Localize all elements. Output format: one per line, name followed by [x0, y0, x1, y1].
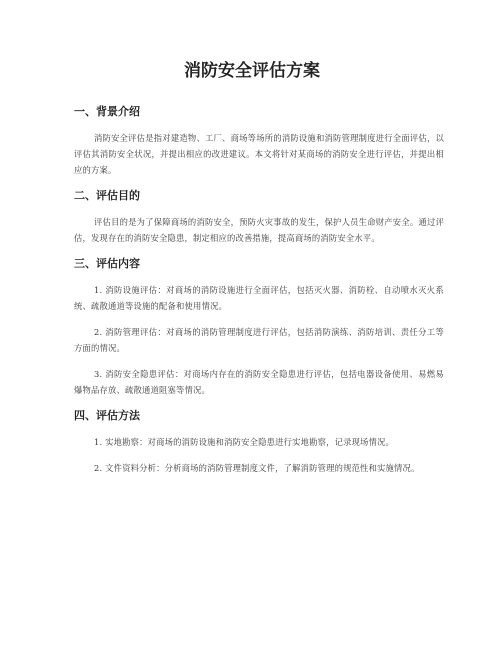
section-method	[74, 408, 444, 476]
document-title: 消防安全评估方案	[184, 61, 320, 81]
section-heading: 二、评估目的	[74, 189, 140, 202]
section-content	[74, 256, 444, 398]
paragraph: 评估目的是为了保障商场的消防安全，预防火灾事故的发生，保护人员生命财产安全。通过评估，发现存在的消防安全隐患，制定相应的改善措施，提高商场的消防安全水平。	[74, 217, 444, 243]
paragraph: 2. 文件资料分析：分析商场的消防管理制度文件，了解消防管理的规范性和实施情况。	[94, 463, 420, 473]
paragraph: 消防安全评估是指对建造物、工厂、商场等场所的消防设施和消防管理制度进行全面评估，以评估其消防安全状况，并提出相应的改进建议。本文将针对某商场的消防安全进行评估，并提出相应的方案。	[74, 133, 444, 175]
paragraph: 3. 消防安全隐患评估：对商场内存在的消防安全隐患进行评估，包括电器设备使用、易燃易爆物品存放、疏散通道阻塞等情况。	[74, 369, 444, 395]
section-heading: 一、背景介绍	[74, 105, 140, 118]
paragraph: 1. 消防设施评估：对商场的消防设施进行全面评估，包括灭火器、消防栓、自动喷水灭火系统、疏散通道等设施的配备和使用情况。	[74, 285, 444, 311]
section-heading: 四、评估方法	[74, 409, 140, 422]
section-background	[74, 104, 444, 178]
section-heading: 三、评估内容	[74, 257, 140, 270]
section-purpose	[74, 188, 444, 246]
paragraph: 2. 消防管理评估：对商场的消防管理制度进行评估，包括消防演练、消防培训、责任分工等方面的情况。	[74, 327, 444, 353]
paragraph: 1. 实地勘察：对商场的消防设施和消防安全隐患进行实地勘察，记录现场情况。	[94, 437, 395, 447]
